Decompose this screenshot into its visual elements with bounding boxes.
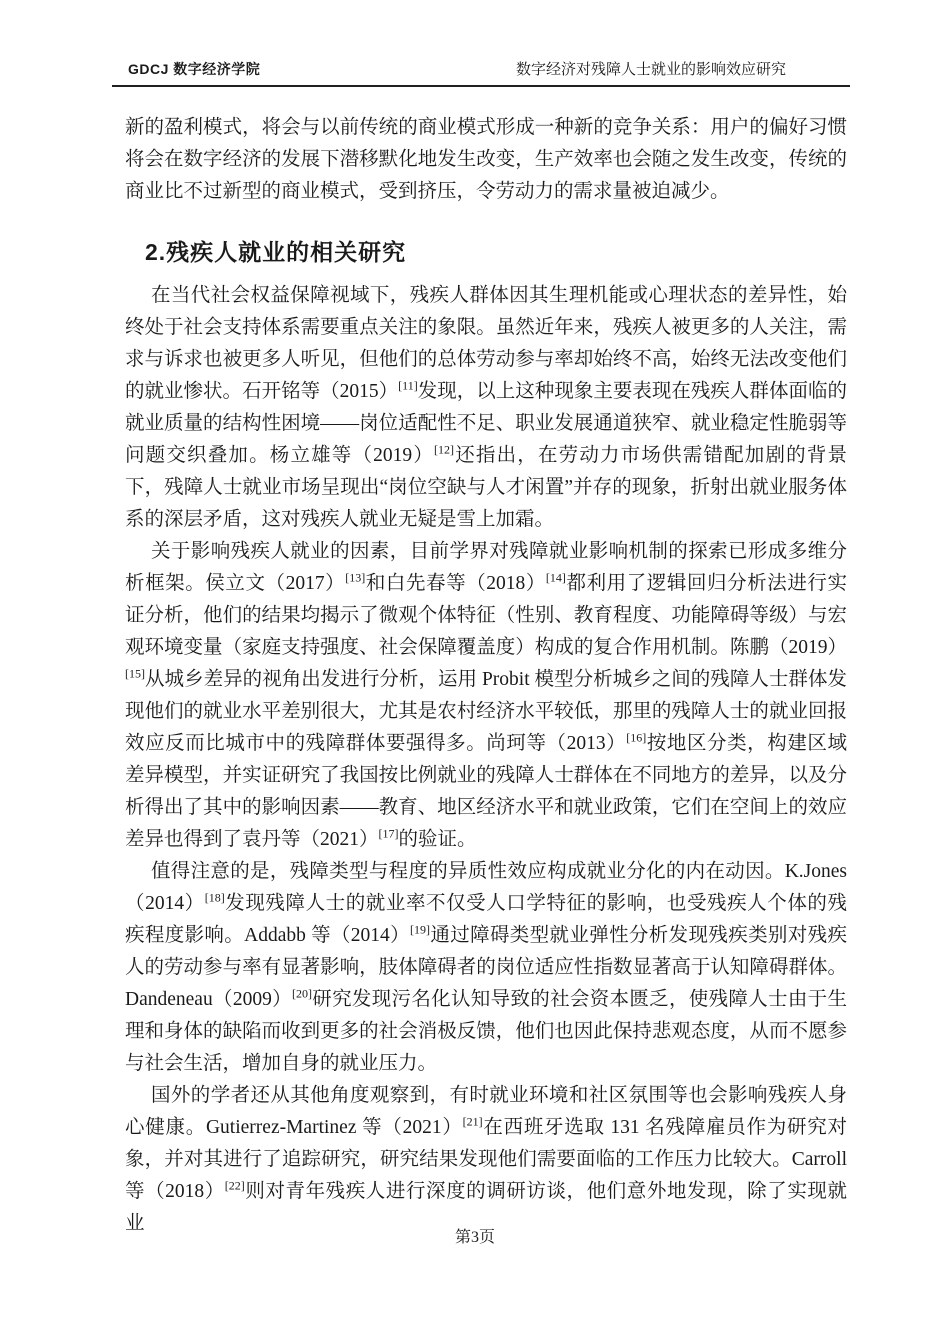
page-header [112,58,850,87]
page-number: 第3页 [454,1229,495,1246]
section-heading: 2.残疾人就业的相关研究 [145,239,407,265]
citation-ref: [17] [378,826,399,841]
paragraph: 新的盈利模式，将会与以前传统的商业模式形成一种新的竞争关系：用户的偏好习惯将会在数字经济的发展下潜移默化地发生改变，生产效率也会随之发生改变，传统的商业比不过新型的商业模式，受到挤压，令劳动力的需求量被迫减少。 [125,117,847,202]
citation-ref: [18] [204,890,225,905]
citation-ref: [11] [398,378,418,393]
paragraph: 国外的学者还从其他角度观察到，有时就业环境和社区氛围等也会影响残疾人身心健康。Gutierrez-Martinez 等（2021）[21]在西班牙选取 131 名残障雇员作为研究对象，并对其进行了追踪研究，研究结果发现他们需要面临的工作压力比较大。Carroll 等（2018）[22]则对青年残疾人进行深度的调研访谈，他们意外地发现，除了实现就业 [125,1085,847,1234]
citation-ref: [21] [462,1114,483,1129]
document-body [125,112,847,1240]
paragraph: 值得注意的是，残障类型与程度的异质性效应构成就业分化的内在动因。K.Jones（2014）[18]发现残障人士的就业率不仅受人口学特征的影响，也受残疾人个体的残疾程度影响。Addabb 等（2014）[19]通过障碍类型就业弹性分析发现残疾类别对残疾人的劳动参与率有显著影响，肢体障碍者的岗位适应性指数显著高于认知障碍群体。Dandeneau（2009）[20]研究发现污名化认知导致的社会资本匮乏，使残障人士由于生理和身体的缺陷而收到更多的社会消极反馈，他们也因此保持悲观态度，从而不愿参与社会生活，增加自身的就业压力。 [125,861,847,1074]
citation-ref: [22] [224,1178,245,1193]
paragraph: 在当代社会权益保障视域下，残疾人群体因其生理机能或心理状态的差异性，始终处于社会支持体系需要重点关注的象限。虽然近年来，残疾人被更多的人关注，需求与诉求也被更多人听见，但他们的总体劳动参与率却始终不高，始终无法改变他们的就业惨状。石开铭等（2015）[11]发现，以上这种现象主要表现在残疾人群体面临的就业质量的结构性困境——岗位适配性不足、职业发展通道狭窄、就业稳定性脆弱等问题交织叠加。杨立雄等（2019）[12]还指出，在劳动力市场供需错配加剧的背景下，残障人士就业市场呈现出“岗位空缺与人才闲置”并存的现象，折射出就业服务体系的深层矛盾，这对残疾人就业无疑是雪上加霜。 [125,285,847,530]
citation-ref: [20] [291,986,312,1001]
paragraph: 关于影响残疾人就业的因素，目前学界对残障就业影响机制的探索已形成多维分析框架。侯立文（2017）[13]和白先春等（2018）[14]都利用了逻辑回归分析法进行实证分析，他们的结果均揭示了微观个体特征（性别、教育程度、功能障碍等级）与宏观环境变量（家庭支持强度、社会保障覆盖度）构成的复合作用机制。陈鹏（2019）[15]从城乡差异的视角出发进行分析，运用 Probit 模型分析城乡之间的残障人士群体发现他们的就业水平差别很大，尤其是农村经济水平较低，那里的残障人士的就业回报效应反而比城市中的残障群体要强得多。尚珂等（2013）[16]按地区分类，构建区域差异模型，并实证研究了我国按比例就业的残障人士群体在不同地方的差异，以及分析得出了其中的影响因素——教育、地区经济水平和就业政策，它们在空间上的效应差异也得到了袁丹等（2021）[17]的验证。 [125,541,847,850]
citation-ref: [16] [626,730,647,745]
citation-ref: [19] [410,922,431,937]
citation-ref: [14] [545,570,566,585]
page-footer [0,1224,950,1247]
header-school-name: GDCJ 数字经济学院 [128,61,261,77]
header-thesis-title: 数字经济对残障人士就业的影响效应研究 [515,61,786,78]
citation-ref: [12] [434,442,455,457]
citation-ref: [13] [345,570,366,585]
citation-ref: [15] [125,666,145,681]
